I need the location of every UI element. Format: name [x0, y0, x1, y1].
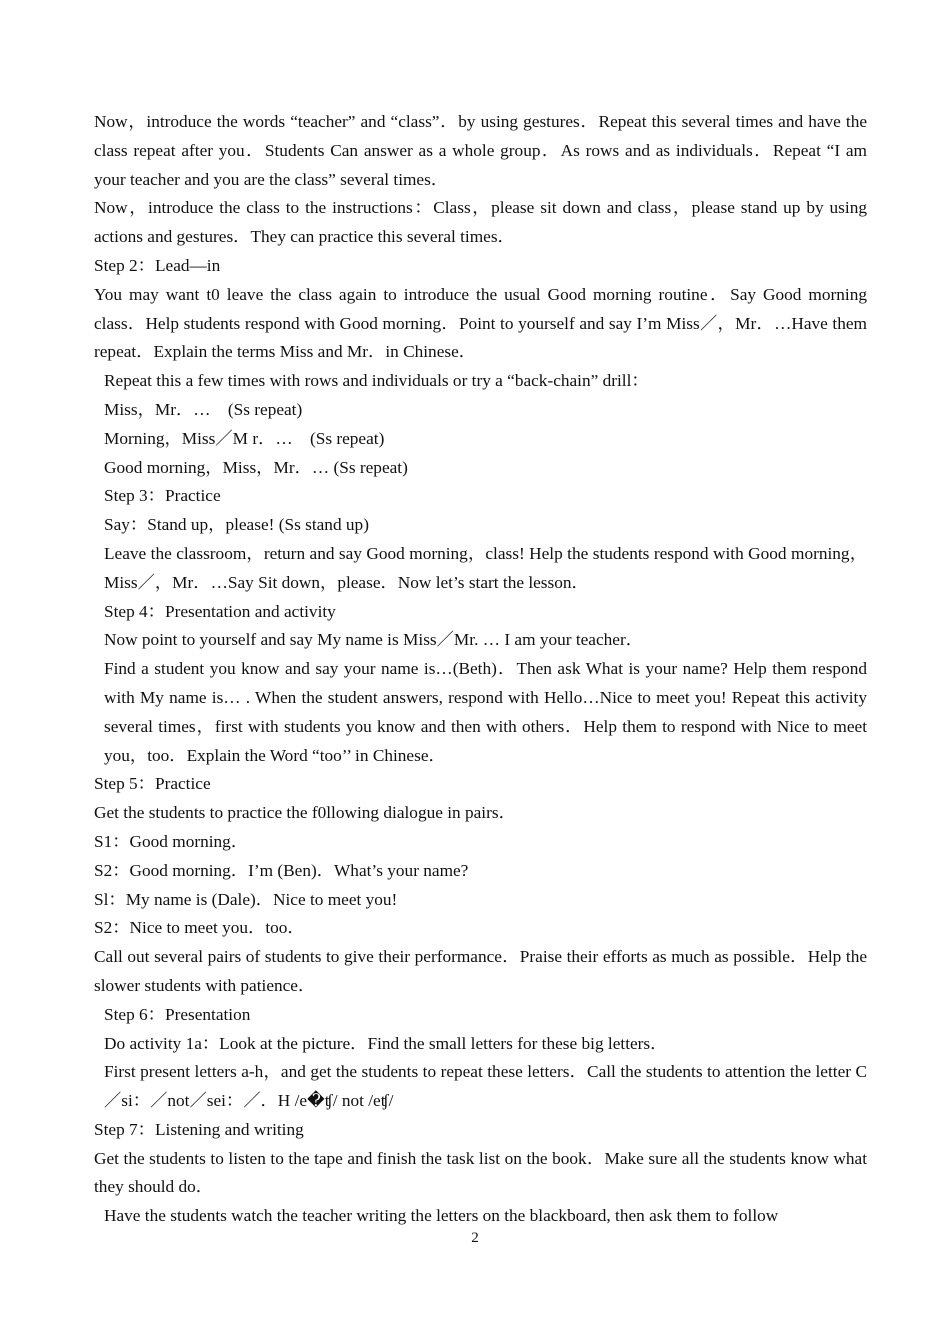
paragraph: Call out several pairs of students to give their performance．Praise their efforts as much as possible．Help the slower students with patience．: [94, 947, 867, 995]
paragraph: You may want t0 leave the class again to introduce the usual Good morning routine．Say Good morning class．Help students respond with Good morning．Point to yourself and say I’m Miss／，Mr．…Have them repeat．Explain the terms Miss and Mr．in Chinese．: [94, 284, 867, 362]
dialogue-line: S2：Good morning．I’m (Ben)．What’s your name?: [94, 860, 469, 880]
paragraph: Get the students to listen to the tape and finish the task list on the book．Make sure all the students know what they should do．: [94, 1148, 867, 1197]
step-heading: Step 5：Practice: [94, 774, 211, 794]
paragraph: Have the students watch the teacher writing the letters on the blackboard, then ask them to follow: [104, 1206, 779, 1226]
step-heading: Step 4：Presentation and activity: [104, 601, 336, 621]
step-heading: Step 7：Listening and writing: [94, 1119, 304, 1139]
paragraph: Leave the classroom，return and say Good morning，class! Help the students respond with Good morning，Miss／，Mr．…Say Sit down，please．Now let’s start the lesson．: [104, 543, 867, 592]
paragraph: Find a student you know and say your name is…(Beth)．Then ask What is your name? Help them respond with My name is… . When the student answers, respond with Hello…Nice to meet you! Repeat this activity several times，first with students you know and then with others．Help them to respond with Nice to meet you，too．Explain the Word “too’’ in Chinese．: [104, 659, 867, 765]
dialogue-line: Sl：My name is (Dale)．Nice to meet you!: [94, 889, 398, 909]
paragraph: Do activity 1a：Look at the picture．Find the small letters for these big letters．: [104, 1033, 668, 1053]
paragraph: First present letters a-h，and get the students to repeat these letters．Call the students to attention the letter C／si：／not／sei：／．H /e�ʧ/ not /eʧ/: [104, 1062, 867, 1111]
step-heading: Step 3：Practice: [104, 486, 221, 506]
drill-line: Miss，Mr．… (Ss repeat): [104, 399, 303, 419]
drill-line: Good morning，Miss，Mr．… (Ss repeat): [104, 457, 408, 477]
paragraph: Now point to yourself and say My name is Miss／Mr. … I am your teacher．: [104, 630, 643, 650]
dialogue-line: S2：Nice to meet you．too．: [94, 918, 305, 938]
drill-line: Morning，Miss／M r．… (Ss repeat): [104, 428, 385, 448]
paragraph: Now，introduce the class to the instructions：Class，please sit down and class，please stand up by using actions and gestures．They can practice this several times．: [94, 198, 867, 247]
paragraph: Get the students to practice the f0llowing dialogue in pairs．: [94, 803, 516, 823]
paragraph: Now，introduce the words “teacher” and “class”．by using gestures．Repeat this several times and have the class repeat after you．Students Can answer as a whole group．As rows and as individuals．Repeat “I am your teacher and you are the class” several times．: [94, 112, 867, 189]
step-heading: Step 6：Presentation: [104, 1004, 251, 1024]
step-heading: Step 2：Lead—in: [94, 255, 221, 275]
dialogue-line: S1：Good morning．: [94, 831, 249, 851]
paragraph: Say：Stand up，please! (Ss stand up): [104, 515, 369, 535]
paragraph: Repeat this a few times with rows and individuals or try a “back-chain” drill：: [104, 371, 649, 391]
page-number: 2: [471, 1230, 479, 1246]
document-body: [84, 108, 867, 1231]
